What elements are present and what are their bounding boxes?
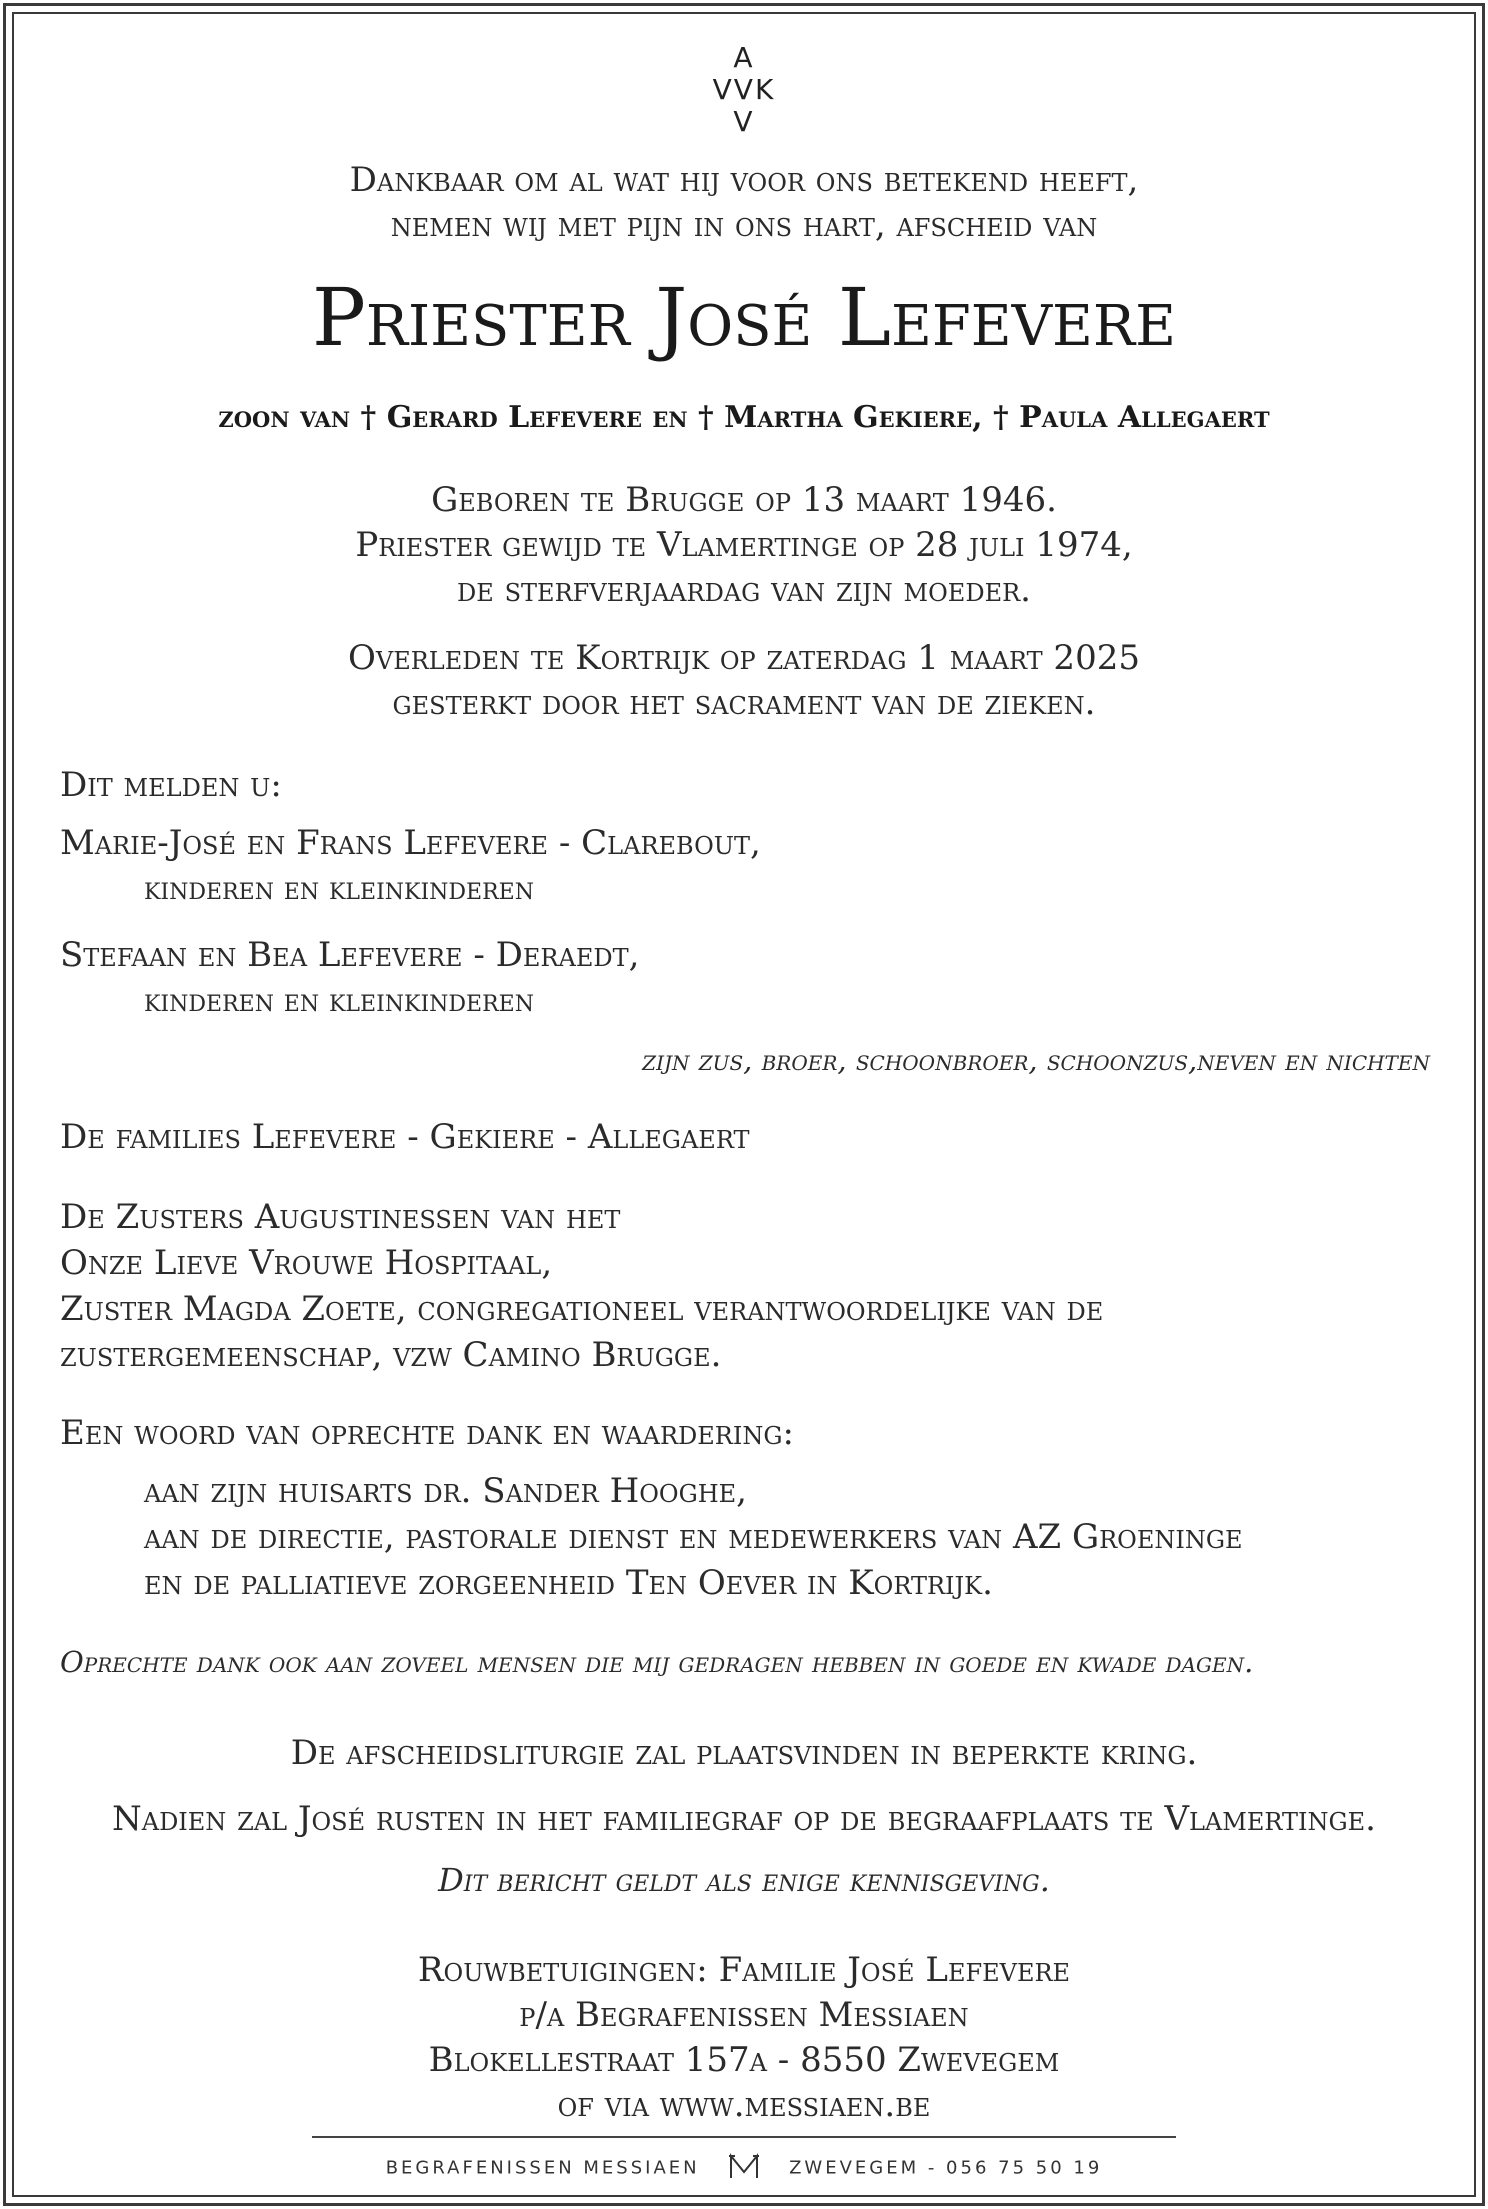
thanks-extra: Oprechte dank ook aan zoveel mensen die mij gedragen hebben in goede en kwade dagen.: [60, 1645, 1254, 1679]
condolences-block: [0, 1948, 1488, 2128]
cross-bottom: V: [733, 105, 755, 138]
families-line: De families Lefevere - Gekiere - Allegaert: [60, 1117, 750, 1157]
footer-company: BEGRAFENISSEN MESSIAEN: [385, 2157, 700, 2179]
sisters-block: [60, 1194, 1103, 1378]
thanks-line-1: aan zijn huisarts dr. Sander Hooghe,: [144, 1471, 747, 1511]
thanks-heading: Een woord van oprechte dank en waardering:: [60, 1413, 794, 1453]
announce-heading: Dit melden u:: [60, 765, 282, 805]
cross-middle: VVK: [712, 73, 776, 106]
sacrament-line: gesterkt door het sacrament van de zieken.: [392, 683, 1096, 723]
messiaen-logo-icon: [728, 2152, 760, 2185]
footer-contact: ZWEVEGEM - 056 75 50 19: [789, 2157, 1103, 2179]
condolences-line-3: Blokellestraat 157a - 8550 Zwevegem: [428, 2040, 1060, 2080]
ordination-line: Priester gewijd te Vlamertinge op 28 juli 1974,: [355, 525, 1133, 565]
intro-line-1: Dankbaar om al wat hij voor ons betekend heeft,: [349, 160, 1139, 200]
thanks-line-2: aan de directie, pastorale dienst en medewerkers van AZ Groeninge: [144, 1517, 1243, 1557]
family-2-sub: kinderen en kleinkinderen: [144, 983, 534, 1019]
vvk-cross: [0, 42, 1488, 138]
notice-line: Dit bericht geldt als enige kennisgeving.: [438, 1861, 1050, 1899]
intro-line-2: nemen wij met pijn in ons hart, afscheid van: [390, 205, 1098, 245]
thanks-line-3: en de palliatieve zorgeenheid Ten Oever in Kortrijk.: [144, 1563, 993, 1603]
family-1: Marie-José en Frans Lefevere - Clarebout,: [60, 823, 761, 863]
death-line: Overleden te Kortrijk op zaterdag 1 maart 2025: [348, 638, 1140, 678]
family-2: Stefaan en Bea Lefevere - Deraedt,: [60, 935, 640, 975]
parents-line: zoon van † Gerard Lefevere en † Martha Gekiere, † Paula Allegaert: [218, 400, 1270, 435]
thanks-list: [144, 1468, 1243, 1606]
sisters-line-1: De Zusters Augustinessen van het: [60, 1197, 621, 1237]
condolences-line-1: Rouwbetuigingen: Familie José Lefevere: [417, 1950, 1071, 1990]
sisters-line-2: Onze Lieve Vrouwe Hospitaal,: [60, 1243, 553, 1283]
family-1-sub: kinderen en kleinkinderen: [144, 871, 534, 907]
sisters-line-3: Zuster Magda Zoete, congregationeel verantwoordelijke van de: [60, 1289, 1104, 1329]
condolences-website[interactable]: of via www.messiaen.be: [557, 2085, 931, 2125]
death-block: [0, 636, 1488, 726]
grave-line: Nadien zal José rusten in het familiegraf op de begraafplaats te Vlamertinge.: [111, 1799, 1376, 1839]
condolences-line-2: p/a Begrafenissen Messiaen: [519, 1995, 969, 2035]
deceased-name: Priester José Lefevere: [312, 271, 1176, 364]
footer: [0, 2152, 1488, 2185]
birth-line: Geboren te Brugge op 13 maart 1946.: [431, 480, 1057, 520]
liturgy-line: De afscheidsliturgie zal plaatsvinden in beperkte kring.: [290, 1733, 1198, 1773]
siblings-line: zijn zus, broer, schoonbroer, schoonzus,neven en nichten: [642, 1043, 1430, 1077]
ordination-note: de sterfverjaardag van zijn moeder.: [457, 570, 1031, 610]
birth-ordination-block: [0, 478, 1488, 613]
sisters-line-4: zustergemeenschap, vzw Camino Brugge.: [60, 1335, 722, 1375]
footer-divider: [312, 2136, 1176, 2138]
intro-text: [0, 158, 1488, 248]
cross-top: A: [733, 41, 755, 74]
